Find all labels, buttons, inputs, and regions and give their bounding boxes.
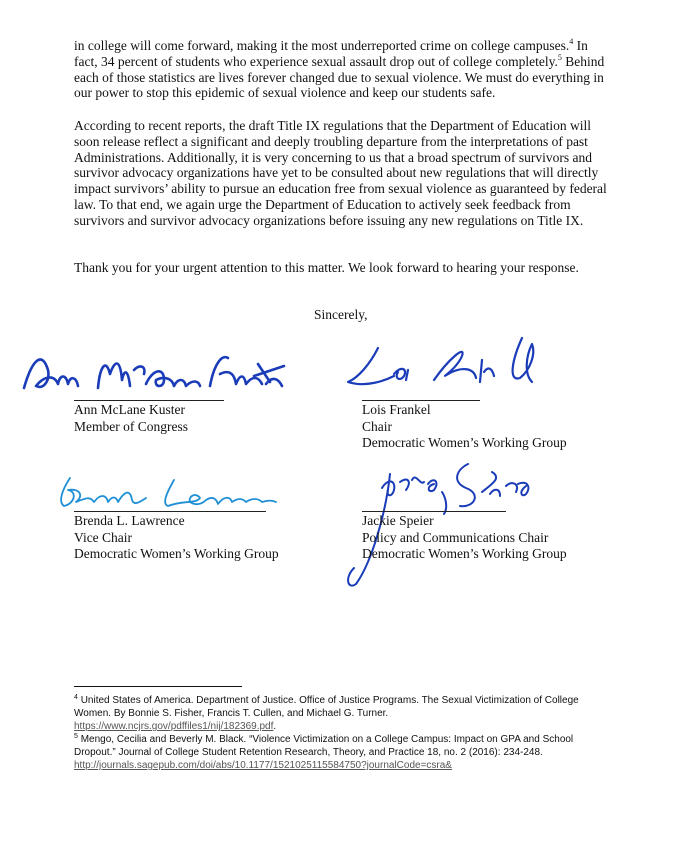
signer-title: Member of Congress [74,418,188,434]
footnote-ref-4[interactable]: 4 [569,37,574,46]
signer-kuster [74,400,224,435]
signer-title: Policy and Communications Chair [362,529,549,545]
signer-org: Democratic Women’s Working Group [74,546,279,561]
signer-name: Lois Frankel [362,402,431,417]
signer-org: Democratic Women’s Working Group [362,435,567,450]
footnote-text: United States of America. Department of Justice. Office of Justice Programs. The Sexual Victimization of College Women. By Bonnie S. Fisher, Francis T. Cullen, and Michael G. Turner. [74,695,579,719]
paragraph-title-ix: According to recent reports, the draft Title IX regulations that the Department of Education will soon release reflect a significant and deeply troubling departure from the interpretations of past Administrations. Additionally, it is very concerning to us that a broad spectrum of survivors and survivor advocacy organizations have yet to be consulted about new regulations that will directly impact survivors’ ability to pursue an education free from sexual violence as guaranteed by federal law. To that end, we again urge the Department of Education to actively seek feedback from survivors and survivor advocacy organizations before issuing any new regulations on Title IX. [74,118,607,228]
signer-speier [362,511,602,563]
paragraph-thanks: Thank you for your urgent attention to this matter. We look forward to hearing your response. [74,260,579,275]
signer-name: Brenda L. Lawrence [74,513,185,528]
footnote-4: $^4$ United States of America. Department of Justice. Office of Justice Programs. The Sexual Victimization of College Women. By Bonnie S. Fisher, Francis T. Cullen, and Michael G. Turner. https://www.ncjrs.gov/pdffiles1/nij/182369.pdf. [74,694,579,732]
footnote-5 [74,733,614,772]
paragraph-text: in college will come forward, making it the most underreported crime on college campuses. [74,38,570,53]
signature-kuster-image [14,340,294,402]
paragraph-text: Behind each of those statistics are lives forever changed due to sexual violence. We must do everything in our power to stop this epidemic of sexual violence and keep our students safe. [74,53,605,101]
signer-name: Jackie Speier [362,513,434,528]
footnote-number: 4 [74,694,78,701]
footnotes [74,694,614,772]
signature-frankel-image [336,330,556,408]
footnote-ref-5[interactable]: 5 [557,52,562,62]
paragraph-statistics [74,38,614,101]
signer-frankel [362,400,582,452]
footnote-text: Mengo, Cecilia and Beverly M. Black. “Violence Victimization on a College Campus: Impact on GPA and School Dropout.” Journal of College Student Retention Research, Theory, and Practice 18, no. 2 (2016): 234-248. [74,734,574,758]
signature-line [362,400,480,401]
footnote-number: 5 [74,733,78,740]
paragraph-text: In fact, 34 percent of students who experience sexual assault drop out of college completely. [74,38,588,69]
closing-salutation: Sincerely, [314,307,368,322]
signature-line [74,511,266,512]
signer-name: Ann McLane Kuster [74,402,185,417]
footnote-separator [74,686,242,687]
signer-lawrence [74,511,294,563]
signer-title: Vice Chair [74,529,133,545]
footnote-link[interactable]: https://www.ncjrs.gov/pdffiles1/nij/182369.pdf [74,721,274,732]
signer-title: Chair [362,418,392,434]
footnote-link[interactable]: http://journals.sagepub.com/doi/abs/10.1177/1521025115584750?journalCode=csra& [74,760,452,771]
signature-line [74,400,224,401]
signature-line [362,511,506,512]
signer-org: Democratic Women’s Working Group [362,546,567,561]
signature-lawrence-image [50,470,280,514]
